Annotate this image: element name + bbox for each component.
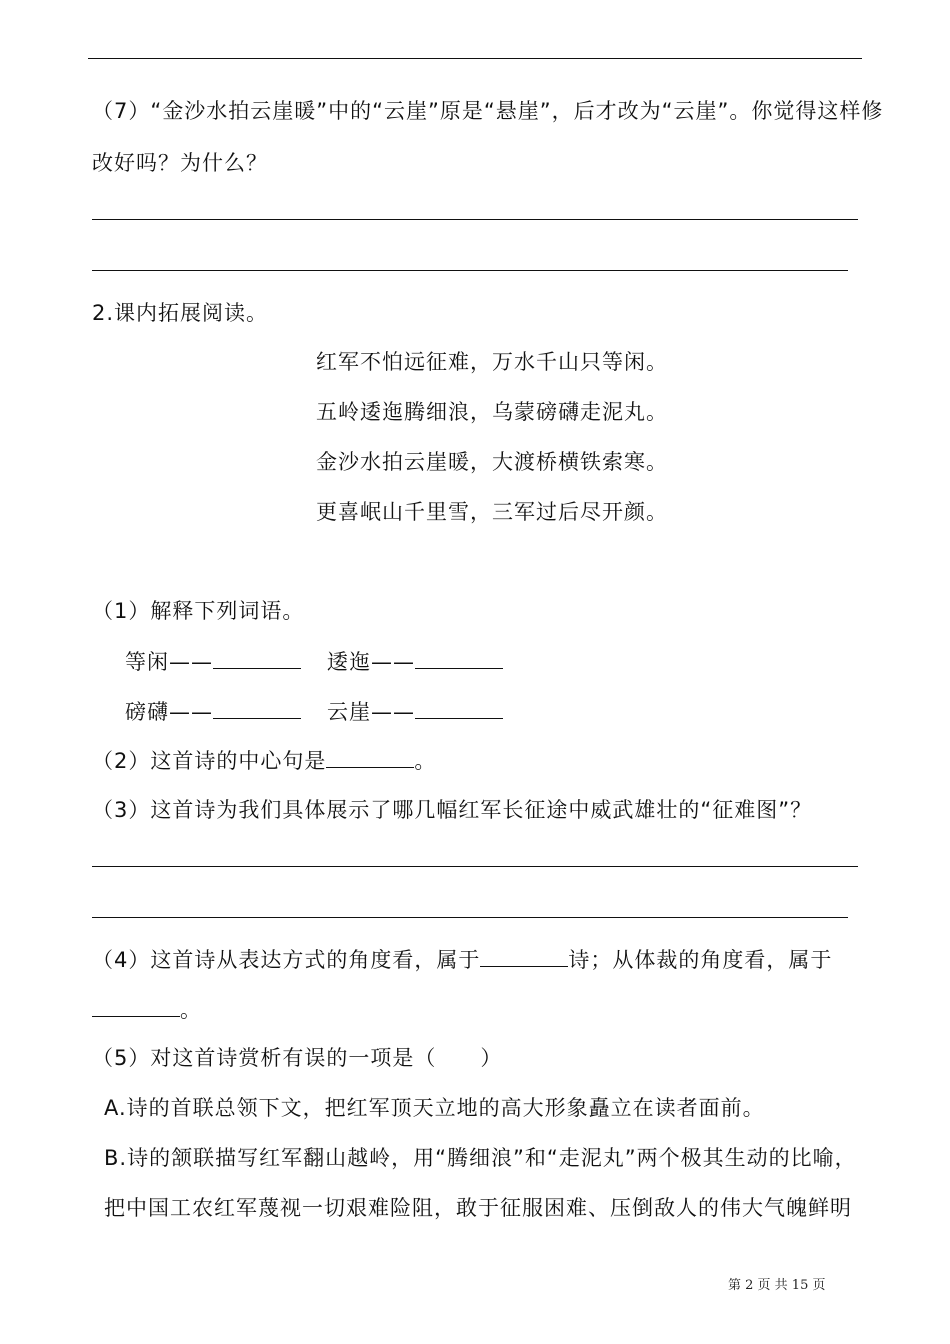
answer-line[interactable] [92, 270, 848, 271]
term-pangbo [125, 698, 301, 725]
sub2-prefix: （2）这首诗的中心句是 [92, 749, 327, 773]
section-title: 2.课内拓展阅读。 [92, 301, 269, 325]
term-weiyi [327, 648, 503, 675]
fill-blank[interactable] [415, 648, 503, 669]
answer-line[interactable] [92, 917, 848, 918]
q7-line1: （7）“金沙水拍云崖暖”中的“云崖”原是“悬崖”，后才改为“云崖”。你觉得这样修 [92, 99, 884, 123]
answer-line[interactable] [92, 866, 858, 867]
option-b-line2: 把中国工农红军蔑视一切艰难险阻，敢于征服困难、压倒敌人的伟大气魄鲜明 [104, 1196, 852, 1220]
fill-blank[interactable] [326, 747, 414, 768]
term-label: 磅礴—— [125, 700, 213, 724]
fill-blank[interactable] [415, 698, 503, 719]
poem-line: 更喜岷山千里雪，三军过后尽开颜。 [316, 500, 668, 524]
sub4-prefix: （4）这首诗从表达方式的角度看，属于 [92, 948, 481, 972]
term-label: 等闲—— [125, 650, 213, 674]
term-label: 云崖—— [327, 700, 415, 724]
poem-line: 五岭逶迤腾细浪，乌蒙磅礴走泥丸。 [316, 400, 668, 424]
fill-blank[interactable] [480, 946, 568, 967]
sub2-suffix: 。 [414, 749, 437, 773]
sub1-text: （1）解释下列词语。 [92, 599, 305, 623]
poem-line: 金沙水拍云崖暖，大渡桥横铁索寒。 [316, 450, 668, 474]
q7-line2: 改好吗？为什么？ [92, 151, 268, 175]
fill-blank[interactable] [213, 648, 301, 669]
sub5-text: （5）对这首诗赏析有误的一项是（ ） [92, 1046, 503, 1070]
sub3-text: （3）这首诗为我们具体展示了哪几幅红军长征途中威武雄壮的“征难图”？ [92, 798, 813, 822]
option-b-line1: B.诗的颔联描写红军翻山越岭，用“腾细浪”和“走泥丸”两个极其生动的比喻， [104, 1146, 857, 1170]
answer-line[interactable] [92, 219, 858, 220]
term-label: 逶迤—— [327, 650, 415, 674]
fill-blank[interactable] [213, 698, 301, 719]
term-dengxian [125, 648, 301, 675]
sub4-line1 [92, 946, 832, 973]
sub4-suffix: 。 [180, 998, 202, 1022]
sub4-line2 [92, 996, 202, 1023]
page-number: 第 2 页 共 15 页 [728, 1278, 826, 1293]
option-a: A.诗的首联总领下文，把红军顶天立地的高大形象矗立在读者面前。 [104, 1096, 765, 1120]
sub4-middle: 诗；从体裁的角度看，属于 [568, 948, 833, 972]
header-rule [88, 58, 862, 59]
fill-blank[interactable] [92, 996, 180, 1017]
term-yunya [327, 698, 503, 725]
poem-line: 红军不怕远征难，万水千山只等闲。 [316, 350, 668, 374]
sub2-line [92, 747, 436, 774]
